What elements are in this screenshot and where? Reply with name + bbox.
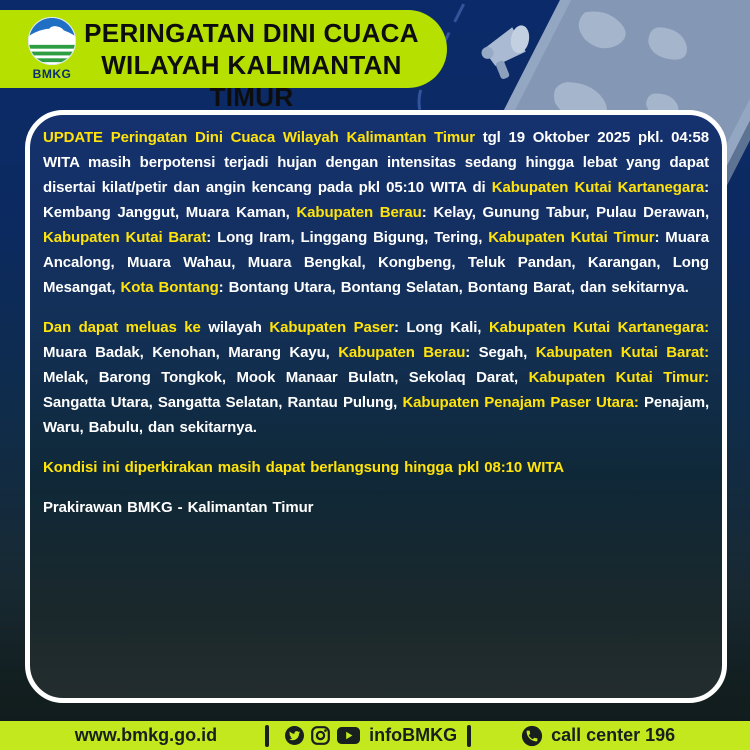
body-text: : Bontang Utara, Bontang Selatan, Bontang Barat, dan sekitarnya. bbox=[218, 279, 689, 296]
footer-bar bbox=[0, 721, 750, 750]
footer-divider bbox=[467, 725, 471, 747]
youtube-icon[interactable] bbox=[337, 727, 360, 744]
highlighted-text: Kabupaten Kutai Timur: bbox=[528, 369, 709, 386]
body-text: : Long Iram, Linggang Bigung, Tering, bbox=[206, 229, 489, 246]
instagram-icon[interactable] bbox=[311, 726, 330, 745]
body-text: Penajam, Waru, Babulu, dan sekitarnya. bbox=[43, 394, 710, 436]
twitter-icon[interactable] bbox=[285, 726, 304, 745]
highlighted-text: Kabupaten Kutai Barat bbox=[43, 229, 207, 246]
website-link[interactable]: www.bmkg.go.id bbox=[74, 725, 218, 745]
body-text: : Kelay, Gunung Tabur, Pulau Derawan, bbox=[421, 204, 710, 221]
body-text: Sangatta Utara, Sangatta Selatan, Rantau Pulung, bbox=[43, 394, 403, 411]
paragraph bbox=[43, 125, 709, 300]
body-text: : Kembang Janggut, Muara Kaman, bbox=[43, 179, 709, 221]
highlighted-text: Kota Bontang bbox=[120, 279, 219, 296]
highlighted-text: Kabupaten Kutai Kartanegara: bbox=[488, 319, 709, 336]
paragraph bbox=[43, 315, 709, 440]
poster-title bbox=[62, 17, 441, 113]
call-center bbox=[521, 725, 675, 747]
bulletin-paragraphs bbox=[43, 125, 709, 520]
social-icons bbox=[285, 726, 360, 745]
footer-divider bbox=[265, 725, 269, 747]
phone-icon bbox=[521, 725, 543, 747]
highlighted-text: UPDATE Peringatan Dini Cuaca Wilayah Kalimantan Timur bbox=[43, 129, 475, 146]
highlighted-text: Kondisi ini diperkirakan masih dapat berlangsung hingga pkl 08:10 WITA bbox=[43, 459, 564, 476]
body-text: Muara Badak, Kenohan, Marang Kayu, bbox=[43, 344, 339, 361]
header-banner bbox=[0, 10, 447, 112]
body-text: wilayah bbox=[200, 319, 270, 336]
body-text: : Muara Ancalong, Muara Wahau, Muara Bengkal, Kongbeng, Teluk Pandan, Karangan, Long Mesangat, bbox=[43, 229, 709, 296]
title-line2: WILAYAH KALIMANTAN TIMUR bbox=[101, 50, 402, 112]
highlighted-text: Kabupaten Paser bbox=[269, 319, 394, 336]
highlighted-text: Kabupaten Kutai Kartanegara bbox=[491, 179, 705, 196]
highlighted-text: Kabupaten Berau bbox=[338, 344, 466, 361]
body-text: Melak, Barong Tongkok, Mook Manaar Bulatn, Sekolaq Darat, bbox=[43, 369, 529, 386]
social-handle: infoBMKG bbox=[369, 725, 458, 745]
body-text: : Long Kali, bbox=[393, 319, 489, 336]
highlighted-text: Kabupaten Berau bbox=[296, 204, 422, 221]
paragraph bbox=[43, 495, 709, 520]
paragraph bbox=[43, 455, 709, 480]
body-text: Prakirawan BMKG - Kalimantan Timur bbox=[43, 499, 314, 516]
body-text: tgl 19 Oktober 2025 pkl. 04:58 WITA masih berpotensi terjadi hujan dengan intensitas sedang hingga lebat yang dapat disertai kilat/petir dan angin kencang pada pkl 05:10 WITA di bbox=[43, 129, 709, 196]
body-text: : Segah, bbox=[465, 344, 536, 361]
title-line1: PERINGATAN DINI CUACA bbox=[84, 18, 419, 48]
highlighted-text: Dan dapat meluas ke bbox=[43, 319, 201, 336]
bmkg-logo-text: BMKG bbox=[32, 67, 72, 81]
highlighted-text: Kabupaten Kutai Timur bbox=[488, 229, 655, 246]
bulletin-panel bbox=[25, 110, 727, 703]
highlighted-text: Kabupaten Penajam Paser Utara: bbox=[402, 394, 639, 411]
highlighted-text: Kabupaten Kutai Barat: bbox=[535, 344, 709, 361]
call-center-label: call center 196 bbox=[551, 725, 676, 745]
